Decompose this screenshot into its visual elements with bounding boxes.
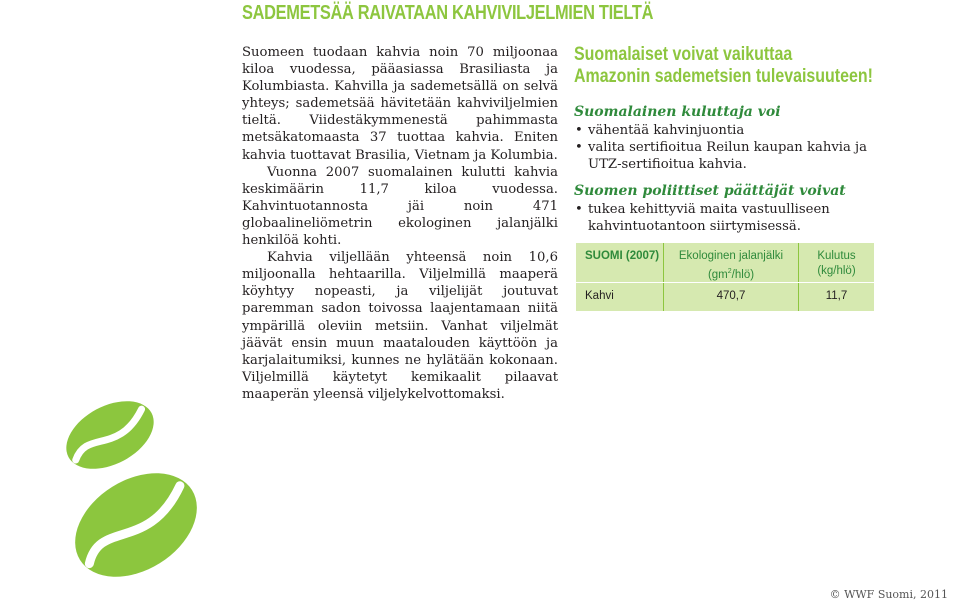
body-paragraph: Vuonna 2007 suomalainen kulutti kahvia keskimäärin 11,7 kiloa vuodessa. Kahvintuotannosta jäi noin 471 globaalineliömetrin ekologinen jalanjälki henkilöä kohti. [242,164,558,249]
table-header-consumption-unit: (kg/hlö) [817,265,856,277]
unit-superscript: 2 [727,268,732,275]
table-cell-footprint: 470,7 [716,290,746,302]
table-cell-consumption: 11,7 [825,290,848,302]
subtitle-line: Amazonin sademetsien tulevaisuuteen! [574,66,873,87]
actions-column [574,44,904,235]
consumer-list [574,122,904,173]
unit-part: /hlö) [731,268,755,281]
footprint-table [576,243,874,311]
list-item: • valita sertifioitua Reilun kaupan kahvia ja UTZ-sertifioitua kahvia. [574,139,888,173]
consumer-heading: Suomalainen kuluttaja voi [574,104,781,120]
list-item: • tukea kehittyviä maita vastuulliseen kahvintuotantoon siirtymisessä. [574,201,888,235]
unit-part: (gm [707,268,728,281]
copyright-credit: © WWF Suomi, 2011 [829,588,948,601]
subtitle-line: Suomalaiset voivat vaikuttaa [574,44,793,65]
table-cell-label: Kahvi [585,290,614,302]
coffee-bean-icon [58,400,165,483]
policy-heading: Suomen poliittiset päättäjät voivat [574,183,846,200]
table-header-consumption-label: Kulutus [817,250,856,262]
coffee-beans-illustration [58,400,208,590]
table-header-footprint-label: Ekologinen jalanjälki [678,250,784,262]
body-text-column [242,44,558,403]
page-title: SADEMETSÄÄ RAIVATAAN KAHVIVILJELMIEN TIELTÄ [242,2,654,24]
table-header-consumption [799,249,874,279]
body-paragraph: Kahvia viljellään yhteensä noin 10,6 miljoonalla hehtaarilla. Viljelmillä maaperä köyhtyy nopeasti, ja viljelijät joutuvat paremman sadon toivossa laajentamaan niitä ympärillä oleviin metsiin. Vanhat viljelmät jäävät ensin muun maatalouden käyttöön ja karjalaitumiksi, kunnes ne hylätään kokonaan. Viljelmillä käytetyt kemikaalit pilaavat maaperän yleensä viljelykelvottomaksi. [242,250,558,402]
coffee-bean-icon [58,452,208,590]
table-header-country: SUOMI (2007) [585,250,660,262]
body-paragraph: Suomeen tuodaan kahvia noin 70 miljoonaa kiloa vuodessa, pääasiassa Brasiliasta ja Kolumbiasta. Kahvilla ja sademetsällä on selvä yhteys; sademetsää hävitetään kahviviljelmien tieltä. Viidestäkymmenestä pahimmasta metsäkatomaasta 37 tuottaa kahvia. Eniten kahvia tuottavat Brasilia, Vietnam ja Kolumbia. [242,45,558,163]
list-item: • vähentää kahvinjuontia [574,122,888,139]
table-header-footprint [664,249,798,283]
policy-list [574,201,904,235]
table-header-footprint-unit [664,264,798,283]
